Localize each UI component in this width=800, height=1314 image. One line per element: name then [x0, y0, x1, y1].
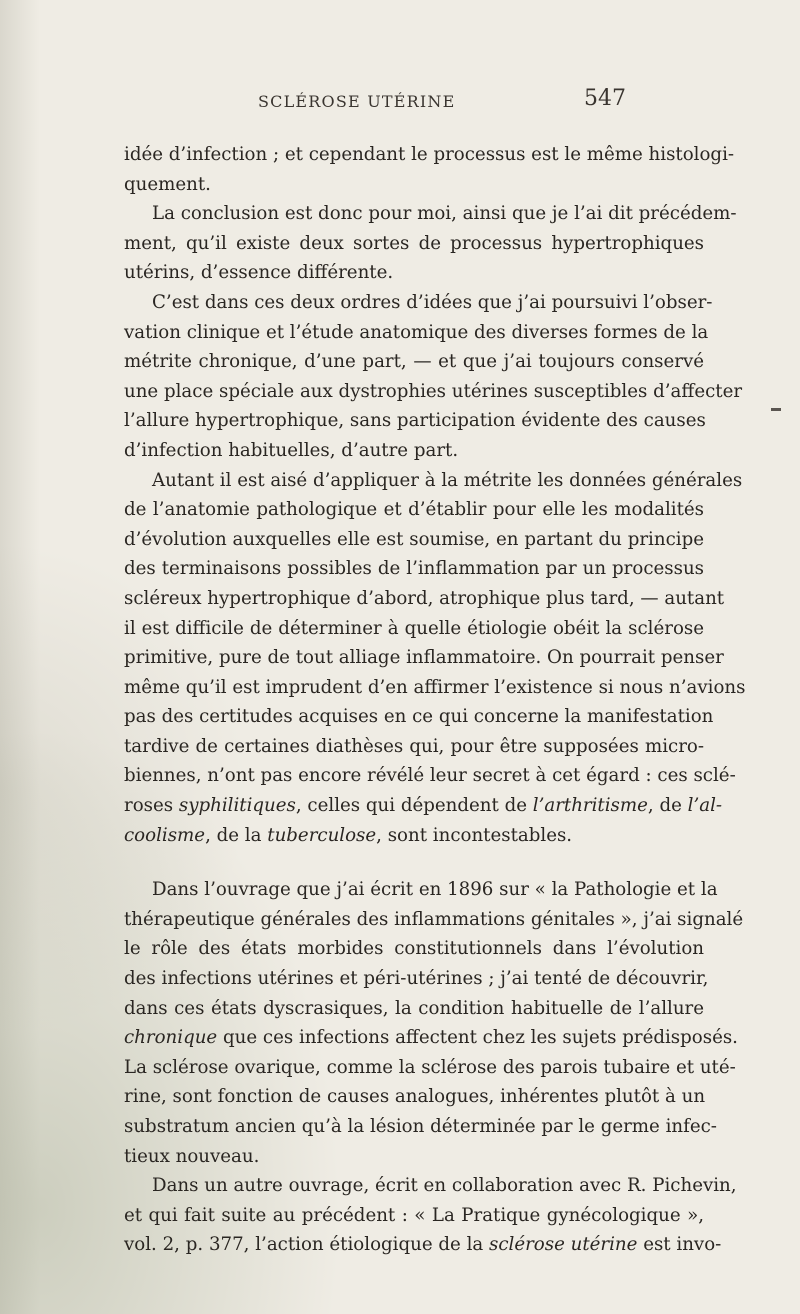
page-number: 547: [584, 86, 626, 111]
italic-term: sclérose utérine: [489, 1234, 638, 1256]
italic-term: syphilitiques: [178, 795, 296, 817]
text-line-with-italics: vol. 2, p. 377, l’action étiologique de la sclérose utérine est invo-: [124, 1234, 722, 1256]
text-line: de l’anatomie pathologique et d’établir pour elle les modalités: [124, 499, 704, 521]
text-line: rine, sont fonction de causes analogues, inhérentes plutôt à un: [124, 1086, 706, 1108]
text-line: pas des certitudes acquises en ce qui concerne la manifestation: [124, 706, 714, 728]
paragraph-gap: [124, 850, 704, 875]
text-line: biennes, n’ont pas encore révélé leur secret à cet égard : ces sclé-: [124, 765, 736, 787]
text-line: substratum ancien qu’à la lésion déterminée par le germe infec-: [124, 1116, 717, 1137]
body-text: [124, 140, 746, 1260]
text-line: dans ces états dyscrasiques, la condition habituelle de l’allure: [124, 997, 704, 1019]
text-line: même qu’il est imprudent d’en affirmer l’existence si nous n’avions: [124, 676, 746, 698]
text-line: Autant il est aisé d’appliquer à la métrite les données générales: [152, 469, 743, 491]
text-line: Dans un autre ouvrage, écrit en collaboration avec R. Pichevin,: [152, 1175, 737, 1197]
text-line: métrite chronique, d’une part, — et que j’ai toujours conservé: [124, 351, 704, 373]
text-line: vation clinique et l’étude anatomique des diverses formes de la: [124, 321, 709, 343]
italic-term: tuberculose: [267, 824, 377, 846]
text-line: ment, qu’il existe deux sortes de processus hypertrophiques: [124, 232, 704, 254]
italic-term: chronique: [124, 1027, 218, 1049]
text-line: il est difficile de déterminer à quelle étiologie obéit la sclérose: [124, 617, 704, 639]
text-line: primitive, pure de tout alliage inflammatoire. On pourrait penser: [124, 647, 724, 669]
text-line: scléreux hypertrophique d’abord, atrophique plus tard, — autant: [124, 587, 725, 609]
text-line: l’allure hypertrophique, sans participation évidente des causes: [124, 410, 706, 432]
text-line: utérins, d’essence différente.: [124, 262, 394, 284]
text-line-with-italics: chronique que ces infections affectent chez les sujets prédisposés.: [124, 1027, 738, 1049]
italic-term: l’al-: [687, 795, 723, 817]
text-line: La conclusion est donc pour moi, ainsi que je l’ai dit précédem-: [152, 203, 737, 225]
text-line: le rôle des états morbides constitutionnels dans l’évolution: [124, 938, 704, 960]
running-title: SCLÉROSE UTÉRINE: [258, 92, 456, 111]
text-line: d’évolution auxquelles elle est soumise, en partant du principe: [124, 528, 704, 550]
text-line: C’est dans ces deux ordres d’idées que j’ai poursuivi l’obser-: [152, 291, 713, 313]
text-line-with-italics: roses syphilitiques, celles qui dépendent de l’arthritisme, de l’al-: [124, 795, 723, 817]
text-line: tieux nouveau.: [124, 1145, 260, 1167]
italic-term: l’arthritisme: [532, 795, 648, 817]
text-line: des terminaisons possibles de l’inflammation par un processus: [124, 558, 704, 580]
text-line: une place spéciale aux dystrophies utérines susceptibles d’affecter: [124, 380, 743, 402]
italic-term: coolisme: [124, 824, 206, 846]
text-line: quement.: [124, 173, 211, 195]
text-line: thérapeutique générales des inflammations génitales », j’ai signalé: [124, 908, 744, 930]
text-line-with-italics: coolisme, de la tuberculose, sont incontestables.: [124, 824, 573, 846]
text-line: idée d’infection ; et cependant le processus est le même histologi-: [124, 144, 735, 165]
text-line: Dans l’ouvrage que j’ai écrit en 1896 sur « la Pathologie et la: [152, 879, 718, 901]
text-line: et qui fait suite au précédent : « La Pratique gynécologique »,: [124, 1204, 704, 1226]
text-line: des infections utérines et péri-utérines ; j’ai tenté de découvrir,: [124, 968, 709, 990]
text-line: tardive de certaines diathèses qui, pour être supposées micro-: [124, 735, 704, 757]
margin-mark: [771, 408, 781, 411]
text-line: d’infection habituelles, d’autre part.: [124, 439, 459, 461]
text-line: La sclérose ovarique, comme la sclérose des parois tubaire et uté-: [124, 1056, 736, 1078]
